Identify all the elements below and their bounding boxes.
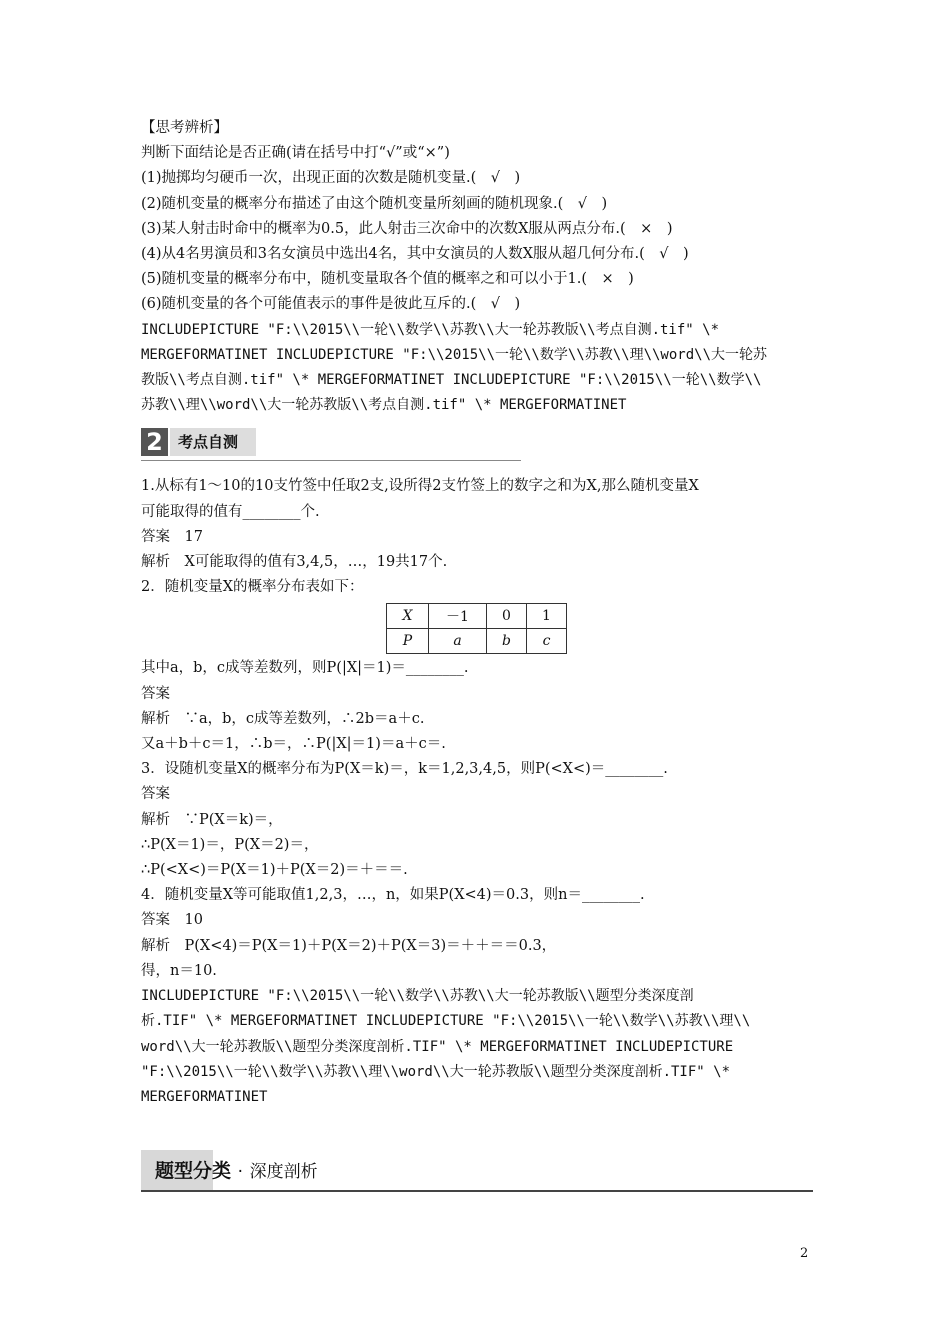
field-code-line: MERGEFORMATINET [141,1088,268,1105]
section-divider [141,460,521,461]
analysis-3-line-2: ∴P(X＝1)＝，P(X＝2)＝， [141,836,319,853]
banner-main-title: 题型分类 [155,1160,232,1182]
field-code-line: word\\大一轮苏教版\\题型分类深度剖析.TIF" \* MERGEFORMATINET INCLUDEPICTURE [141,1038,734,1055]
analysis-3-line-1: 解析 ∵P(X＝k)＝， [141,811,283,828]
thinking-section [141,116,813,318]
section-title: 考点自测 [170,428,256,456]
field-code-line: "F:\\2015\\一轮\\数学\\苏教\\理\\word\\大一轮苏教版\\题型分类深度剖析.TIF" \* [141,1063,731,1080]
table-row [387,629,567,654]
include-field-code-1 [141,318,813,419]
answer-2: 答案 [141,685,170,702]
problem-2: 2．随机变量X的概率分布表如下： [141,579,364,596]
judgement-item-2: (2)随机变量的概率分布描述了由这个随机变量所刻画的随机现象.( √ ) [141,195,608,212]
field-code-line: 析.TIF" \* MERGEFORMATINET INCLUDEPICTURE "F:\\2015\\一轮\\数学\\苏教\\理\\ [141,1013,751,1030]
analysis-2-line-2: 又a＋b＋c＝1，∴b＝，∴P(|X|＝1)＝a＋c＝. [141,736,446,753]
problem-2-question: 其中a，b，c成等差数列，则P(|X|＝1)＝________. [141,660,469,677]
problem-1-line-1: 1.从标有1～10的10支竹签中任取2支,设所得2支竹签上的数字之和为X,那么随机变量X [141,478,699,495]
banner-title [155,1156,318,1183]
field-code-line: 教版\\考点自测.tif" \* MERGEFORMATINET INCLUDEPICTURE "F:\\2015\\一轮\\数学\\ [141,372,762,389]
table-cell: 1 [527,604,567,629]
section-number-badge: 2 [141,428,168,456]
problem-1-line-2: 可能取得的值有________个. [141,503,320,520]
banner-divider [141,1190,813,1192]
page-number: 2 [800,1246,809,1261]
problem-3: 3．设随机变量X的概率分布为P(X＝k)＝，k＝1,2,3,4,5，则P(<X<)＝________. [141,761,668,778]
table-cell: a [429,629,487,654]
include-field-code-2 [141,984,813,1110]
instruction-line: 判断下面结论是否正确(请在括号中打“√”或“×”) [141,145,450,162]
table-cell: P [387,629,429,654]
judgement-item-1: (1)抛掷均匀硬币一次，出现正面的次数是随机变量.( √ ) [141,170,521,187]
analysis-2-line-1: 解析 ∵a，b，c成等差数列，∴2b＝a＋c. [141,710,425,727]
field-code-line: 苏教\\理\\word\\大一轮苏教版\\考点自测.tif" \* MERGEFORMATINET [141,397,627,414]
judgement-item-4: (4)从4名男演员和3名女演员中选出4名，其中女演员的人数X服从超几何分布.( √ ) [141,246,689,263]
exercises [141,474,813,984]
document-page [141,116,813,1110]
field-code-line: MERGEFORMATINET INCLUDEPICTURE "F:\\2015\\一轮\\数学\\苏教\\理\\word\\大一轮苏 [141,346,768,363]
section-2-header [141,426,813,460]
table-row [387,604,567,629]
section-banner [141,1150,813,1192]
analysis-4-line-2: 得，n＝10. [141,962,217,979]
table-cell: X [387,604,429,629]
judgement-item-5: (5)随机变量的概率分布中，随机变量取各个值的概率之和可以小于1.( × ) [141,271,634,288]
answer-4: 答案 10 [141,912,203,929]
banner-dot: · [237,1162,244,1182]
section-heading: 【思考辨析】 [141,120,228,136]
judgement-item-3: (3)某人射击时命中的概率为0.5，此人射击三次命中的次数X服从两点分布.( × ) [141,220,673,237]
analysis-1: 解析 X可能取得的值有3,4,5，…，19共17个. [141,554,448,571]
answer-1: 答案 17 [141,528,203,545]
analysis-3-line-3: ∴P(<X<)＝P(X＝1)＋P(X＝2)＝＋＝＝. [141,862,408,879]
field-code-line: INCLUDEPICTURE "F:\\2015\\一轮\\数学\\苏教\\大一轮苏教版\\考点自测.tif" \* [141,321,720,338]
answer-3: 答案 [141,786,170,803]
distribution-table [386,603,567,654]
problem-4: 4．随机变量X等可能取值1,2,3，…，n，如果P(X<4)＝0.3，则n＝________. [141,887,645,904]
analysis-4-line-1: 解析 P(X<4)＝P(X＝1)＋P(X＝2)＋P(X＝3)＝＋＋＝＝0.3， [141,937,557,954]
banner-subtitle: 深度剖析 [249,1162,318,1182]
judgement-item-6: (6)随机变量的各个可能值表示的事件是彼此互斥的.( √ ) [141,296,521,313]
field-code-line: INCLUDEPICTURE "F:\\2015\\一轮\\数学\\苏教\\大一轮苏教版\\题型分类深度剖 [141,988,694,1005]
table-cell: b [487,629,527,654]
table-cell: 0 [487,604,527,629]
table-cell: c [527,629,567,654]
table-cell: －1 [429,604,487,629]
